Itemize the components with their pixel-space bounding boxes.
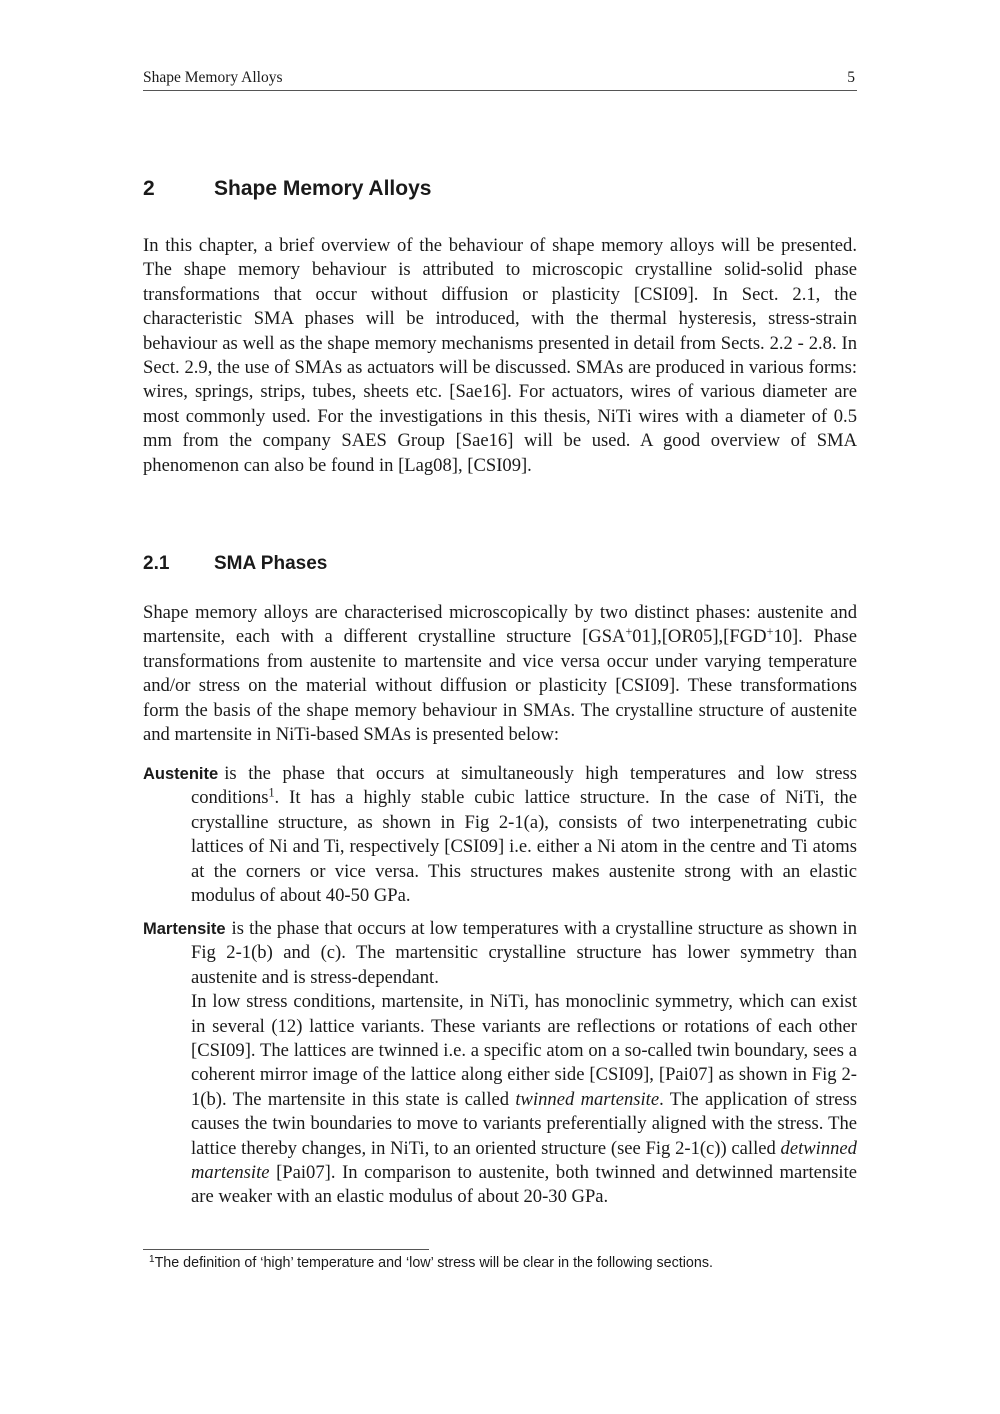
footnote-reference[interactable]: 1 xyxy=(268,785,275,800)
footnote-mark: 1 xyxy=(149,1254,155,1265)
page-number: 5 xyxy=(847,69,855,86)
phases-text-end: 10]. Phase transformations from austenite to martensite and vice versa occur under varying temperature and/or stress on the material without diffusion or plasticity [CSI09]. These transformations form the basis of the shape memory behaviour in SMAs. The crystalline structure of austenite and martensite in NiTi-based SMAs is presented below: xyxy=(143,626,857,746)
phases-text-start: Shape memory alloys are characterised microscopically by two distinct phases: austenite and martensite, each with a different crystalline structure [GSA xyxy=(143,602,857,648)
section-title: SMA Phases xyxy=(214,553,328,574)
martensite-text-2c: [Pai07]. In comparison to austenite, both twinned and detwinned martensite are weaker with an elastic modulus of about 20-30 GPa. xyxy=(191,1162,857,1208)
footnote-text: The definition of ‘high’ temperature and ‘low’ stress will be clear in the following sections. xyxy=(154,1255,713,1271)
austenite-text-b: . It has a highly stable cubic lattice structure. In the case of NiTi, the crystalline structure, as shown in Fig 2-1(a), consists of two interpenetrating cubic lattices of Ni and Ti, respectively [CSI09] i.e. either a Ni atom in the centre and Ti atoms at the corners or vice versa. This structures makes austenite strong with an elastic modulus of about 40-50 GPa. xyxy=(191,787,857,907)
martensite-text-2b: . The application of stress causes the twin boundaries to move to variants preferentially aligned with the stress. The lattice thereby changes, in NiTi, to an oriented structure (see Fig 2-1(c)) called xyxy=(191,1088,858,1159)
running-title: Shape Memory Alloys xyxy=(143,69,283,86)
austenite-text-a: is the phase that occurs at simultaneously high temperatures and low stress conditions xyxy=(191,763,857,809)
twinned-martensite-term: twinned martensite xyxy=(515,1088,660,1110)
detwinned-martensite-term: detwinned martensite xyxy=(191,1137,857,1184)
martensite-description xyxy=(143,917,857,1210)
chapter-number: 2 xyxy=(143,177,155,200)
austenite-term: Austenite xyxy=(143,765,219,783)
martensite-term: Martensite xyxy=(143,920,226,938)
martensite-text-1: is the phase that occurs at low temperatures with a crystalline structure as shown in Fig 2-1(b) and (c). The martensitic crystalline structure has lower symmetry than austenite and is stress-dependant. xyxy=(191,918,857,988)
footnote xyxy=(149,1253,713,1273)
chapter-title: Shape Memory Alloys xyxy=(214,177,432,200)
running-header xyxy=(143,68,857,91)
chapter-intro-paragraph: In this chapter, a brief overview of the behaviour of shape memory alloys will be presented. The shape memory behaviour is attributed to microscopic crystalline solid-solid phase transformations that occur without diffusion or plasticity [CSI09]. In Sect. 2.1, the characteristic SMA phases will be introduced, with the thermal hysteresis, stress-strain behaviour as well as the shape memory mechanisms presented in detail from Sects. 2.2 - 2.8. In Sect. 2.9, the use of SMAs as actuators will be discussed. SMAs are produced in various forms: wires, springs, strips, tubes, sheets etc. [Sae16]. For actuators, wires of various diameter are most commonly used. For the investigations in this thesis, NiTi wires with a diameter of 0.5 mm from the company SAES Group [Sae16] will be used. A good overview of SMA phenomenon can also be found in [Lag08], [CSI09]. xyxy=(143,235,857,476)
citation-superscript: + xyxy=(766,624,774,639)
austenite-description xyxy=(143,762,857,908)
phases-paragraph xyxy=(143,601,857,747)
citation-superscript: + xyxy=(625,624,633,639)
footnote-divider xyxy=(143,1249,429,1250)
section-number: 2.1 xyxy=(143,553,170,574)
phases-text-mid: 01],[OR05],[FGD xyxy=(632,626,767,648)
martensite-text-2a: In low stress conditions, martensite, in NiTi, has monoclinic symmetry, which can exist in several (12) lattice variants. These variants are reflections or rotations of each other [CSI09]. The lattices are twinned i.e. a specific atom on a so-called twin boundary, sees a coherent mirror image of the lattice along either side [CSI09], [Pai07] as shown in Fig 2-1(b). The martensite in this state is called xyxy=(191,991,857,1110)
